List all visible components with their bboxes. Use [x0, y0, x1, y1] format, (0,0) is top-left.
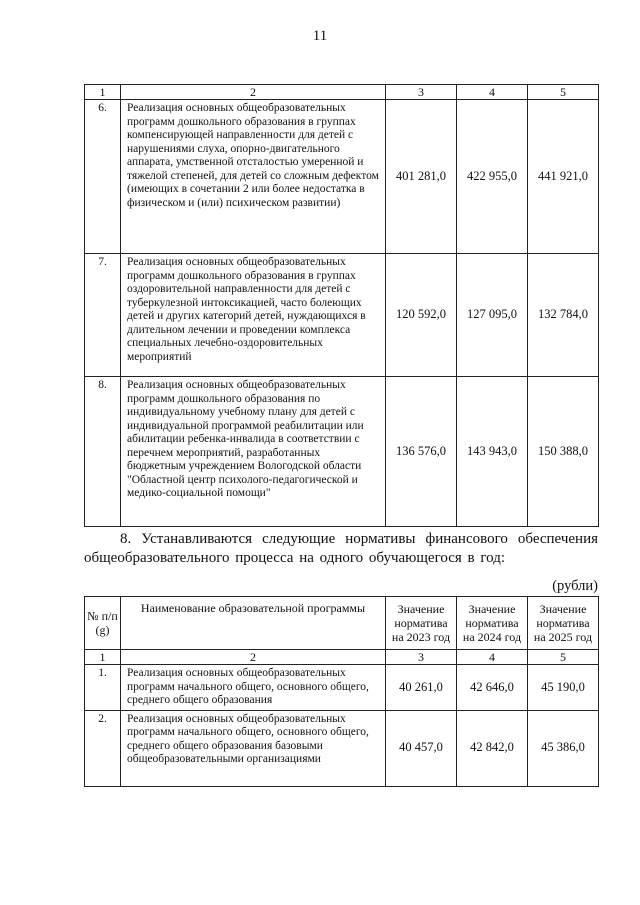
column-index: 5 [528, 85, 599, 100]
norm-value-2024: 127 095,0 [457, 254, 528, 377]
column-index-row [85, 650, 599, 665]
currency-units: (рубли) [552, 578, 598, 594]
norm-value-2023: 401 281,0 [386, 100, 457, 254]
norm-value-2025: 45 386,0 [528, 710, 599, 786]
norm-value-2023: 120 592,0 [386, 254, 457, 377]
column-index: 3 [386, 85, 457, 100]
column-index: 1 [85, 650, 121, 665]
norm-value-2025: 441 921,0 [528, 100, 599, 254]
table-row [85, 377, 599, 527]
column-header-2023: Значение норматива на 2023 год [386, 597, 457, 650]
column-header-row [85, 597, 599, 650]
column-header-program: Наименование образовательной программы [121, 597, 386, 650]
page-number: 11 [312, 28, 328, 44]
column-header-number: № п/п (g) [85, 597, 121, 650]
norm-value-2023: 40 261,0 [386, 665, 457, 711]
column-index: 3 [386, 650, 457, 665]
norm-value-2024: 42 646,0 [457, 665, 528, 711]
program-name: Реализация основных общеобразовательных программ дошкольного образования в группах компенсирующей направленности для детей с нарушениями слуха, опорно-двигательного аппарата, умственной отсталостью умеренной и тяжелой степеней, для детей со сложным дефектом (имеющих в сочетании 2 или более недостатка в физическом и (или) психическом развитии) [121, 100, 386, 254]
norm-value-2023: 40 457,0 [386, 710, 457, 786]
table-row [85, 665, 599, 711]
program-name: Реализация основных общеобразовательных программ дошкольного образования по индивидуальному учебному плану для детей с индивидуальной программой реабилитации или абилитации ребенка-инвалида в соответствии с перечнем мероприятий, разработанных бюджетным учреждением Вологодской области "Областной центр психолого-педагогической и медико-социальной помощи" [121, 377, 386, 527]
column-index: 5 [528, 650, 599, 665]
column-index: 2 [121, 85, 386, 100]
column-header-2024: Значение норматива на 2024 год [457, 597, 528, 650]
norm-value-2024: 143 943,0 [457, 377, 528, 527]
norms-table-general-education [84, 596, 599, 787]
norm-value-2024: 42 842,0 [457, 710, 528, 786]
table-row [85, 254, 599, 377]
norm-value-2024: 422 955,0 [457, 100, 528, 254]
section-8-paragraph: 8. Устанавливаются следующие нормативы финансового обеспечения общеобразовательного процесса на одного обучающегося в год: [84, 531, 598, 566]
table-row [85, 710, 599, 786]
row-number: 6. [85, 100, 121, 254]
row-number: 7. [85, 254, 121, 377]
row-number: 2. [85, 710, 121, 786]
column-index: 4 [457, 85, 528, 100]
table-row [85, 100, 599, 254]
norm-value-2025: 132 784,0 [528, 254, 599, 377]
norm-value-2023: 136 576,0 [386, 377, 457, 527]
norm-value-2025: 45 190,0 [528, 665, 599, 711]
program-name: Реализация основных общеобразовательных программ начального общего, основного общего, среднего общего образования базовыми общеобразовательными организациями [121, 710, 386, 786]
column-header-2025: Значение норматива на 2025 год [528, 597, 599, 650]
norm-value-2025: 150 388,0 [528, 377, 599, 527]
column-index-row [85, 85, 599, 100]
program-name: Реализация основных общеобразовательных программ дошкольного образования в группах оздоровительной направленности для детей с туберкулезной интоксикацией, часто болеющих детей и других категорий детей, нуждающихся в длительном лечении и проведении комплекса специальных лечебно-оздоровительных мероприятий [121, 254, 386, 377]
column-index: 4 [457, 650, 528, 665]
row-number: 1. [85, 665, 121, 711]
norms-table-preschool [84, 84, 599, 527]
program-name: Реализация основных общеобразовательных программ начального общего, основного общего, среднего общего образования [121, 665, 386, 711]
column-index: 2 [121, 650, 386, 665]
row-number: 8. [85, 377, 121, 527]
column-index: 1 [85, 85, 121, 100]
